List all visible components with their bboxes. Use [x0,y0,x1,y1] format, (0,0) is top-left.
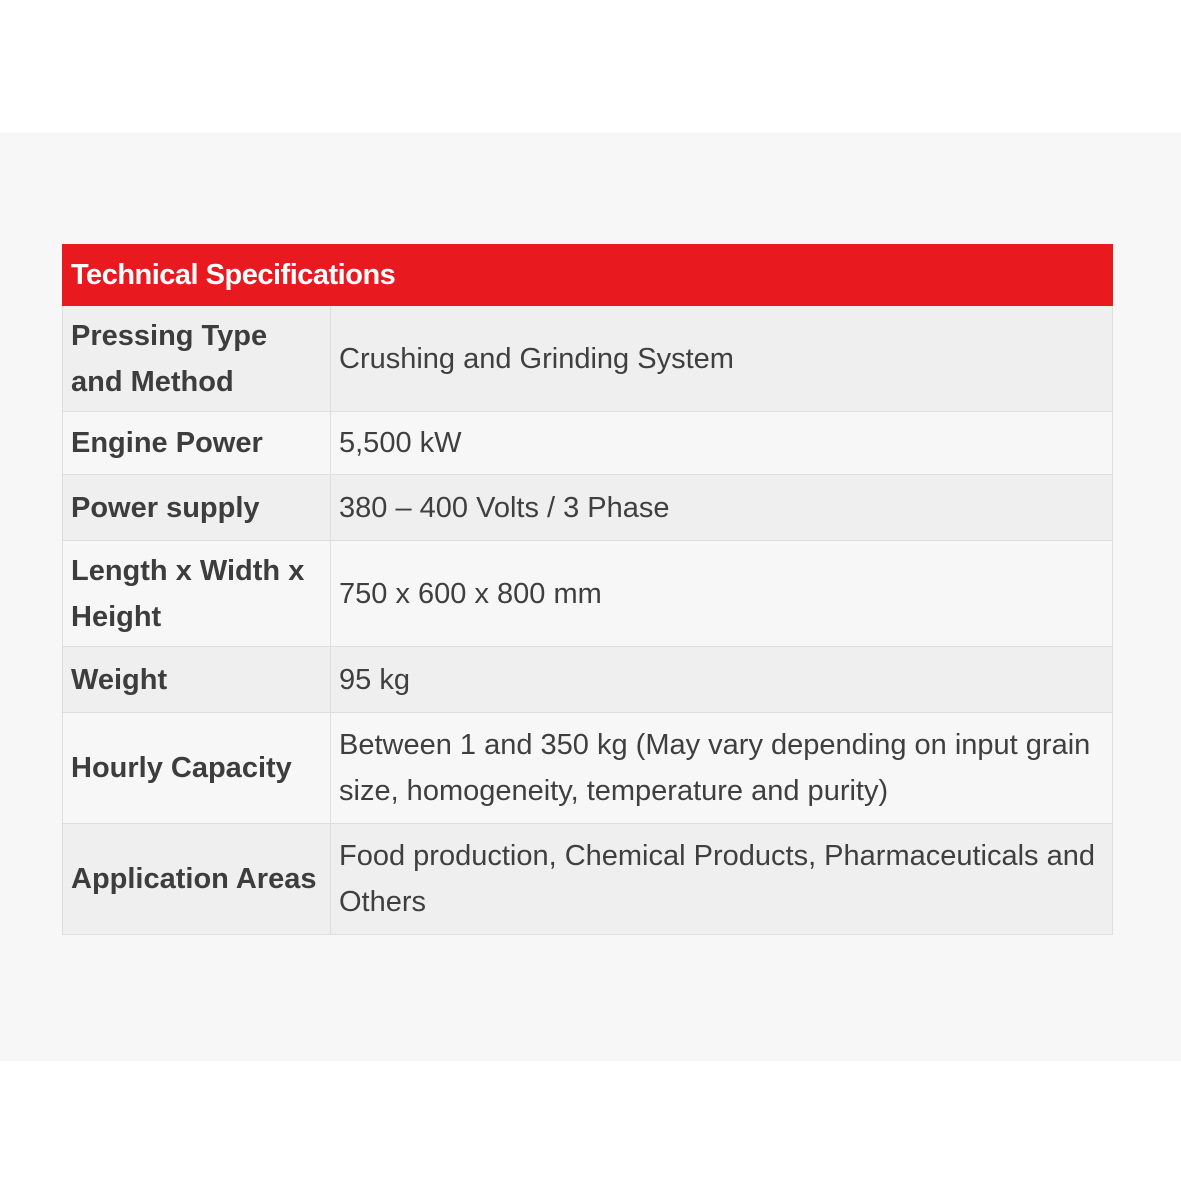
table-row [63,475,1113,541]
table-row [63,306,1113,412]
spec-value: 380 – 400 Volts / 3 Phase [331,475,1113,541]
spec-label: Engine Power [63,412,331,475]
table-row [63,412,1113,475]
table-header-row [63,245,1113,306]
spec-label: Pressing Type and Method [63,306,331,412]
technical-specifications-table [62,244,1113,935]
table-row [63,824,1113,935]
spec-label: Hourly Capacity [63,713,331,824]
table-row [63,713,1113,824]
spec-label: Power supply [63,475,331,541]
spec-label: Application Areas [63,824,331,935]
spec-label: Length x Width x Height [63,541,331,647]
spec-value: 750 x 600 x 800 mm [331,541,1113,647]
spec-value: Crushing and Grinding System [331,306,1113,412]
table-row [63,647,1113,713]
spec-value: Between 1 and 350 kg (May vary depending on input grain size, homogeneity, temperature and purity) [331,713,1113,824]
spec-label: Weight [63,647,331,713]
spec-value: Food production, Chemical Products, Pharmaceuticals and Others [331,824,1113,935]
spec-value: 5,500 kW [331,412,1113,475]
spec-value: 95 kg [331,647,1113,713]
table-title: Technical Specifications [63,245,1113,306]
table-row [63,541,1113,647]
